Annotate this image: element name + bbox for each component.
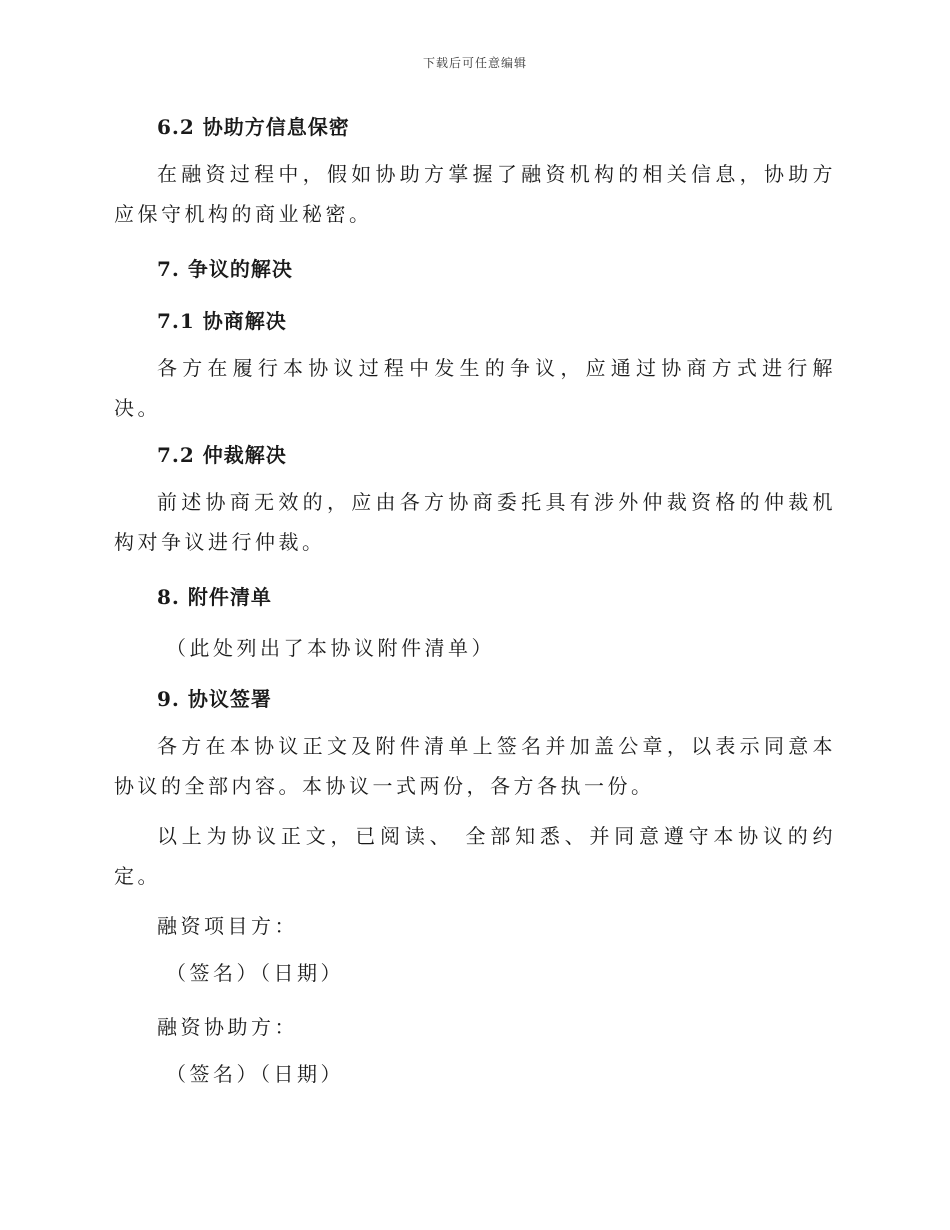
section-6-2-body: 在融资过程中，假如协助方掌握了融资机构的相关信息，协助方应保守机构的商业秘密。 [114, 162, 836, 226]
section-7-2-title: 7.2 仲裁解决 [157, 443, 287, 467]
document-body [114, 110, 836, 1091]
party-a-signature-line: （签名）（日期） [166, 961, 344, 985]
header-note: 下载后可任意编辑 [422, 56, 527, 70]
confirmation-statement: 以上为协议正文，已阅读、 全部知悉、并同意遵守本协议的约定。 [114, 824, 836, 888]
section-9-title: 9. 协议签署 [157, 687, 272, 711]
section-8-attachment-note: （此处列出了本协议附件清单） [166, 636, 495, 660]
section-9-body: 各方在本协议正文及附件清单上签名并加盖公章，以表示同意本协议的全部内容。本协议一式两份，各方各执一份。 [114, 734, 836, 798]
section-7-1-body: 各方在履行本协议过程中发生的争议，应通过协商方式进行解决。 [114, 356, 836, 420]
section-7-1-title: 7.1 协商解决 [157, 309, 287, 333]
section-7-title: 7. 争议的解决 [157, 257, 293, 281]
party-b-signature-line: （签名）（日期） [166, 1062, 344, 1086]
party-a-label: 融资项目方： [157, 914, 298, 938]
section-7-2-body: 前述协商无效的，应由各方协商委托具有涉外仲裁资格的仲裁机构对争议进行仲裁。 [114, 490, 836, 554]
section-8-title: 8. 附件清单 [157, 585, 272, 609]
party-b-label: 融资协助方： [157, 1015, 298, 1039]
section-6-2-title: 6.2 协助方信息保密 [157, 115, 350, 139]
